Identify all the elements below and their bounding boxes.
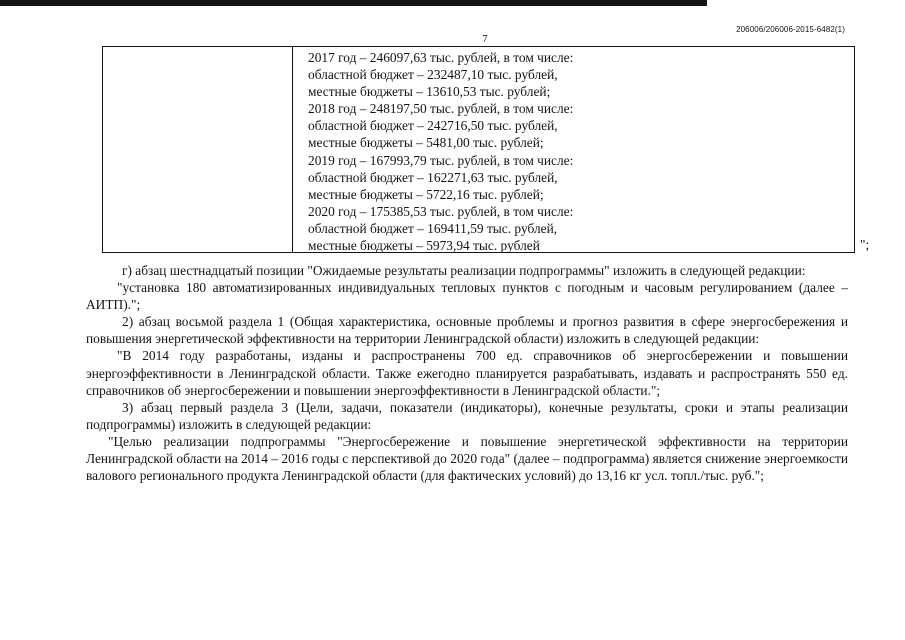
funding-line: местные бюджеты – 13610,53 тыс. рублей; (308, 84, 551, 100)
paragraph-item-g: г) абзац шестнадцатый позиции "Ожидаемые результаты реализации подпрограммы" изложить в следующей редакции: (122, 263, 806, 278)
funding-line: областной бюджет – 169411,59 тыс. рублей, (308, 220, 558, 236)
funding-table (102, 46, 855, 253)
table-column-divider (292, 47, 293, 252)
funding-line: 2020 год – 175385,53 тыс. рублей, в том числе: (308, 203, 574, 219)
amendment-text (86, 262, 848, 484)
funding-line: областной бюджет – 232487,10 тыс. рублей, (308, 67, 558, 83)
funding-line: областной бюджет – 162271,63 тыс. рублей, (308, 169, 558, 185)
funding-line: местные бюджеты – 5481,00 тыс. рублей; (308, 135, 544, 151)
funding-line: местные бюджеты – 5722,16 тыс. рублей; (308, 186, 544, 202)
funding-line: областной бюджет – 242716,50 тыс. рублей, (308, 118, 558, 134)
paragraph-item-3-quote: "Целью реализации подпрограммы "Энергосбережение и повышение энергетической эффективности на территории Ленинградской области на 2014 – 2016 годы с перспективой до 2020 года" (далее – подпрограмма) является снижение энергоемкости валового регионального продукта Ленинградской области (для фактических условий) до 13,16 кг усл. топл./тыс. руб."; (86, 433, 848, 484)
funding-cell (308, 49, 850, 254)
funding-line: 2019 год – 167993,79 тыс. рублей, в том числе: (308, 152, 574, 168)
paragraph-item-3: 3) абзац первый раздела 3 (Цели, задачи, показатели (индикаторы), конечные результаты, сроки и этапы реализации подпрограммы) изложить в следующей редакции: (86, 399, 848, 432)
paragraph-item-g-quote: "установка 180 автоматизированных индивидуальных тепловых пунктов с погодным и часовым регулированием (далее – АИТП)."; (86, 280, 848, 313)
paragraph-item-2: 2) абзац восьмой раздела 1 (Общая характеристика, основные проблемы и прогноз развития в сфере энергосбережения и повышения энергетической эффективности на территории Ленинградской области) изложить в следующей редакции: (86, 314, 848, 347)
table-closing-quote: "; (860, 237, 870, 252)
document-id: 206006/206006-2015-6482(1) (736, 25, 845, 34)
paragraph-item-2-quote: "В 2014 году разработаны, изданы и распространены 700 ед. справочников об энергосбережении и повышении энергоэффективности в Ленинградской области. Также ежегодно планируется разрабатывать, издавать и распространять 550 ед. справочников об энергосбережении и повышении энергоэффективности в Ленинградской области."; (86, 348, 848, 398)
page-number: 7 (482, 33, 488, 45)
scan-edge-gap (707, 0, 905, 6)
funding-line: 2017 год – 246097,63 тыс. рублей, в том числе: (308, 50, 574, 65)
funding-line: местные бюджеты – 5973,94 тыс. рублей (308, 238, 540, 254)
funding-line: 2018 год – 248197,50 тыс. рублей, в том числе: (308, 101, 574, 117)
